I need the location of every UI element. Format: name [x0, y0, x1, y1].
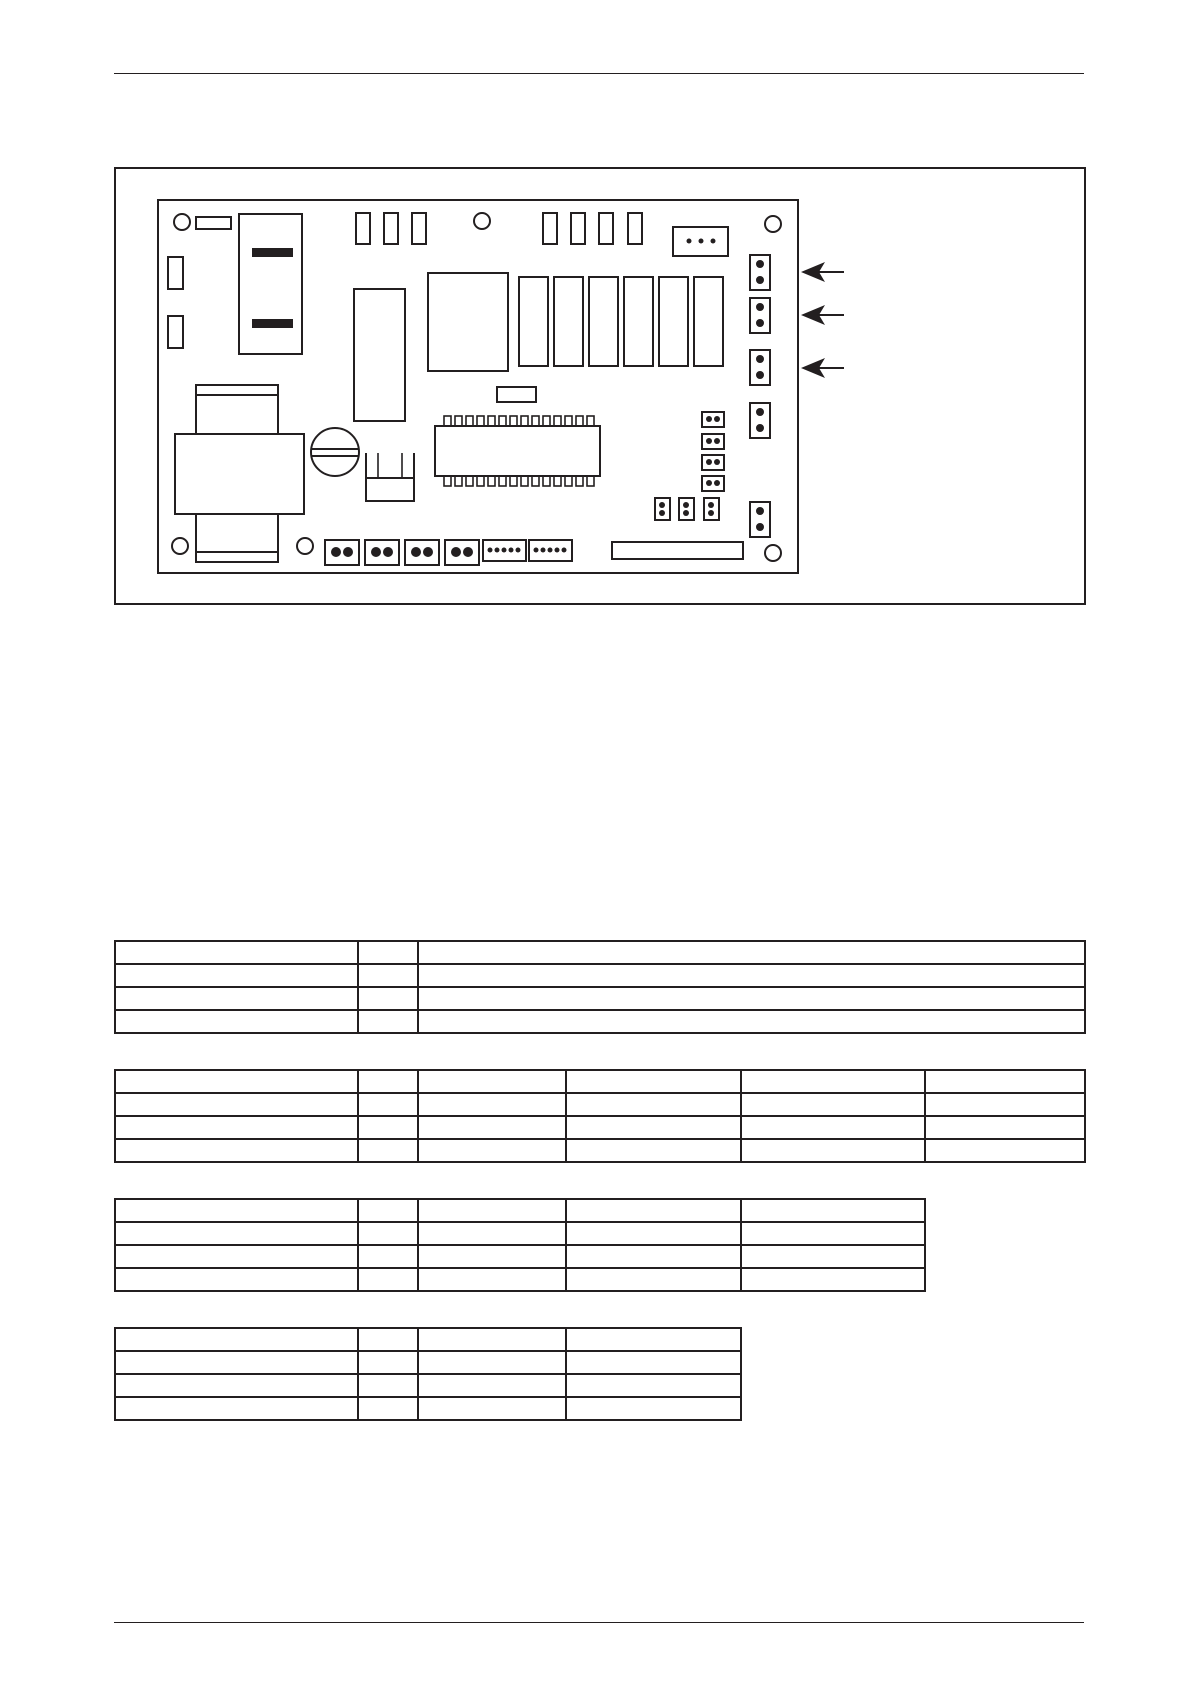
mounting-hole: [297, 538, 313, 554]
table-cell: [566, 1222, 741, 1245]
small-component: [196, 217, 231, 229]
table-row: [115, 1222, 925, 1245]
table-cell: [566, 1245, 741, 1268]
table-cell: [418, 941, 1085, 964]
table-cell: [418, 1351, 566, 1374]
table-cell: [418, 1328, 566, 1351]
table-cell: [418, 1397, 566, 1420]
table-cell: [115, 1199, 358, 1222]
table-cell: [115, 1010, 358, 1033]
large-relay: [239, 214, 302, 354]
table-cell: [418, 987, 1085, 1010]
small-jumper: [702, 412, 724, 427]
header-rule: [114, 73, 1084, 74]
table-row: [115, 1351, 741, 1374]
relay: [519, 277, 548, 366]
table-cell: [115, 1245, 358, 1268]
table-cell: [418, 1116, 566, 1139]
top-component: [599, 213, 613, 244]
table-row: [115, 1328, 741, 1351]
transformer-bottom: [196, 514, 278, 562]
table-cell: [358, 1222, 418, 1245]
relay: [624, 277, 653, 366]
table-cell: [566, 1070, 741, 1093]
terminal-block: [405, 540, 439, 565]
table-cell: [566, 1139, 741, 1162]
table-cell: [741, 1139, 925, 1162]
small-jumper: [679, 498, 694, 520]
relay: [659, 277, 688, 366]
table-cell: [741, 1222, 925, 1245]
table-cell: [741, 1093, 925, 1116]
spec-table-1: [114, 940, 1086, 1034]
footer-rule: [114, 1622, 1084, 1623]
table-cell: [358, 1351, 418, 1374]
relay-contact: [252, 248, 293, 257]
spec-table-2: [114, 1069, 1086, 1163]
small-jumper: [704, 498, 719, 520]
table-row: [115, 1070, 1085, 1093]
spec-table-4: [114, 1327, 742, 1421]
table-cell: [115, 1222, 358, 1245]
table-cell: [566, 1199, 741, 1222]
table-cell: [925, 1093, 1085, 1116]
table-cell: [418, 1010, 1085, 1033]
transformer-core: [175, 434, 304, 514]
relay: [554, 277, 583, 366]
table-cell: [418, 1139, 566, 1162]
table-cell: [358, 1199, 418, 1222]
table-cell: [358, 1070, 418, 1093]
table-cell: [115, 1116, 358, 1139]
mounting-hole: [474, 213, 490, 229]
mounting-hole: [765, 545, 781, 561]
table-cell: [358, 1093, 418, 1116]
table-cell: [115, 1397, 358, 1420]
table-cell: [418, 1374, 566, 1397]
table-cell: [925, 1139, 1085, 1162]
table-cell: [566, 1351, 741, 1374]
table-cell: [358, 1397, 418, 1420]
table-cell: [115, 1093, 358, 1116]
top-component: [628, 213, 642, 244]
table-cell: [358, 1374, 418, 1397]
table-cell: [925, 1116, 1085, 1139]
table-cell: [358, 964, 418, 987]
terminal-block: [365, 540, 399, 565]
table-cell: [115, 964, 358, 987]
table-cell: [358, 941, 418, 964]
table-cell: [418, 1093, 566, 1116]
table-cell: [358, 1116, 418, 1139]
table-cell: [358, 1268, 418, 1291]
table-row: [115, 987, 1085, 1010]
top-component: [356, 213, 370, 244]
table-cell: [418, 1222, 566, 1245]
table-cell: [925, 1070, 1085, 1093]
table-cell: [418, 1070, 566, 1093]
table-cell: [418, 1199, 566, 1222]
table-row: [115, 1199, 925, 1222]
table-cell: [115, 1328, 358, 1351]
top-component: [384, 213, 398, 244]
table-cell: [115, 1351, 358, 1374]
top-component: [412, 213, 426, 244]
tall-ic: [354, 289, 405, 421]
square-chip: [428, 273, 508, 371]
mounting-hole: [765, 216, 781, 232]
table-row: [115, 1139, 1085, 1162]
terminal-block: [325, 540, 359, 565]
small-component: [497, 387, 536, 402]
relay: [694, 277, 723, 366]
table-cell: [741, 1070, 925, 1093]
table-cell: [358, 1328, 418, 1351]
table-cell: [418, 1268, 566, 1291]
table-row: [115, 1374, 741, 1397]
table-cell: [566, 1397, 741, 1420]
table-cell: [741, 1199, 925, 1222]
small-jumper: [702, 476, 724, 491]
table-row: [115, 1397, 741, 1420]
top-component: [543, 213, 557, 244]
main-ic: [435, 426, 600, 476]
fuse: [168, 316, 183, 348]
table-cell: [566, 1116, 741, 1139]
potentiometer: [311, 428, 359, 476]
terminal-block: [445, 540, 479, 565]
table-cell: [741, 1116, 925, 1139]
table-cell: [418, 1245, 566, 1268]
table-cell: [566, 1328, 741, 1351]
relay-contact: [252, 319, 293, 328]
table-cell: [566, 1374, 741, 1397]
table-row: [115, 1116, 1085, 1139]
table-cell: [741, 1245, 925, 1268]
table-cell: [566, 1093, 741, 1116]
table-cell: [115, 941, 358, 964]
table-row: [115, 941, 1085, 964]
table-cell: [358, 1245, 418, 1268]
table-cell: [115, 1139, 358, 1162]
small-jumper: [702, 455, 724, 470]
table-cell: [358, 1010, 418, 1033]
table-cell: [358, 1139, 418, 1162]
mounting-hole: [172, 538, 188, 554]
table-row: [115, 964, 1085, 987]
heatsink: [366, 453, 414, 501]
table-cell: [115, 1070, 358, 1093]
small-jumper: [702, 434, 724, 449]
table-cell: [358, 987, 418, 1010]
mounting-hole: [174, 214, 190, 230]
transformer-top: [196, 385, 278, 434]
table-row: [115, 1245, 925, 1268]
circuit-board-diagram: [114, 167, 1086, 605]
table-cell: [115, 987, 358, 1010]
table-row: [115, 1093, 1085, 1116]
table-cell: [115, 1374, 358, 1397]
top-component: [571, 213, 585, 244]
table-row: [115, 1010, 1085, 1033]
table-cell: [566, 1268, 741, 1291]
relay: [589, 277, 618, 366]
edge-connector: [612, 542, 743, 559]
table-row: [115, 1268, 925, 1291]
small-jumper: [655, 498, 670, 520]
table-cell: [115, 1268, 358, 1291]
spec-table-3: [114, 1198, 926, 1292]
table-cell: [741, 1268, 925, 1291]
table-cell: [418, 964, 1085, 987]
fuse: [168, 257, 183, 289]
